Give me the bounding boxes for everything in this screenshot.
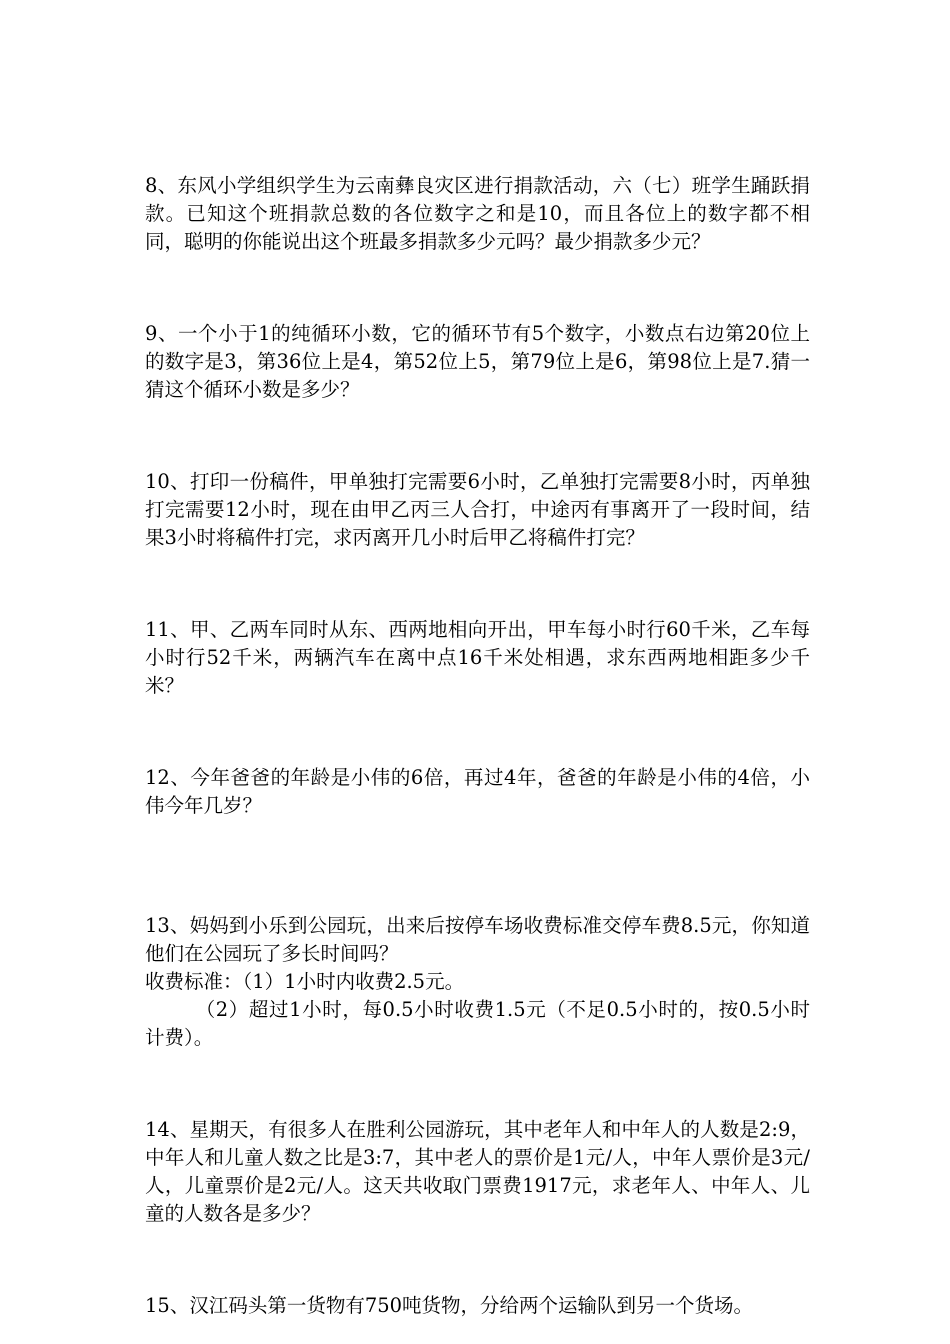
problem-12-text: 12、今年爸爸的年龄是小伟的6倍，再过4年，爸爸的年龄是小伟的4倍，小伟今年几岁？	[145, 766, 810, 817]
problem-13-fee-standard-2: （2）超过1小时，每0.5小时收费1.5元（不足0.5小时的，按0.5小时计费）。	[145, 998, 810, 1049]
problem-list	[145, 172, 810, 1320]
problem-13	[145, 912, 810, 1052]
problem-14	[145, 1116, 810, 1228]
problem-14-text: 14、星期天，有很多人在胜利公园游玩，其中老年人和中年人的人数是2:9，中年人和儿童人数之比是3:7，其中老人的票价是1元/人，中年人票价是3元/人，儿童票价是2元/人。这天共收取门票费1917元，求老年人、中年人、儿童的人数各是多少？	[145, 1118, 810, 1225]
problem-11	[145, 616, 810, 700]
problem-8-text: 8、东风小学组织学生为云南彝良灾区进行捐款活动，六（七）班学生踊跃捐款。已知这个班捐款总数的各位数字之和是10，而且各位上的数字都不相同，聪明的你能说出这个班最多捐款多少元吗？最少捐款多少元？	[145, 174, 810, 253]
problem-8	[145, 172, 810, 256]
problem-9-text: 9、一个小于1的纯循环小数，它的循环节有5个数字，小数点右边第20位上的数字是3，第36位上是4，第52位上5，第79位上是6，第98位上是7.猜一猜这个循环小数是多少？	[145, 322, 810, 401]
problem-13-text: 13、妈妈到小乐到公园玩，出来后按停车场收费标准交停车费8.5元，你知道他们在公园玩了多长时间吗？	[145, 914, 810, 965]
problem-9	[145, 320, 810, 404]
problem-15	[145, 1292, 810, 1320]
problem-15-text: 15、汉江码头第一货物有750吨货物，分给两个运输队到另一个货场。	[145, 1294, 754, 1317]
problem-13-fee-standard-1: 收费标准：（1）1小时内收费2.5元。	[145, 970, 465, 993]
problem-10	[145, 468, 810, 552]
problem-11-text: 11、甲、乙两车同时从东、西两地相向开出，甲车每小时行60千米，乙车每小时行52千米，两辆汽车在离中点16千米处相遇，求东西两地相距多少千米？	[145, 618, 810, 697]
problem-10-text: 10、打印一份稿件，甲单独打完需要6小时，乙单独打完需要8小时，丙单独打完需要12小时，现在由甲乙丙三人合打，中途丙有事离开了一段时间，结果3小时将稿件打完，求丙离开几小时后甲乙将稿件打完？	[145, 470, 810, 549]
problem-12	[145, 764, 810, 820]
